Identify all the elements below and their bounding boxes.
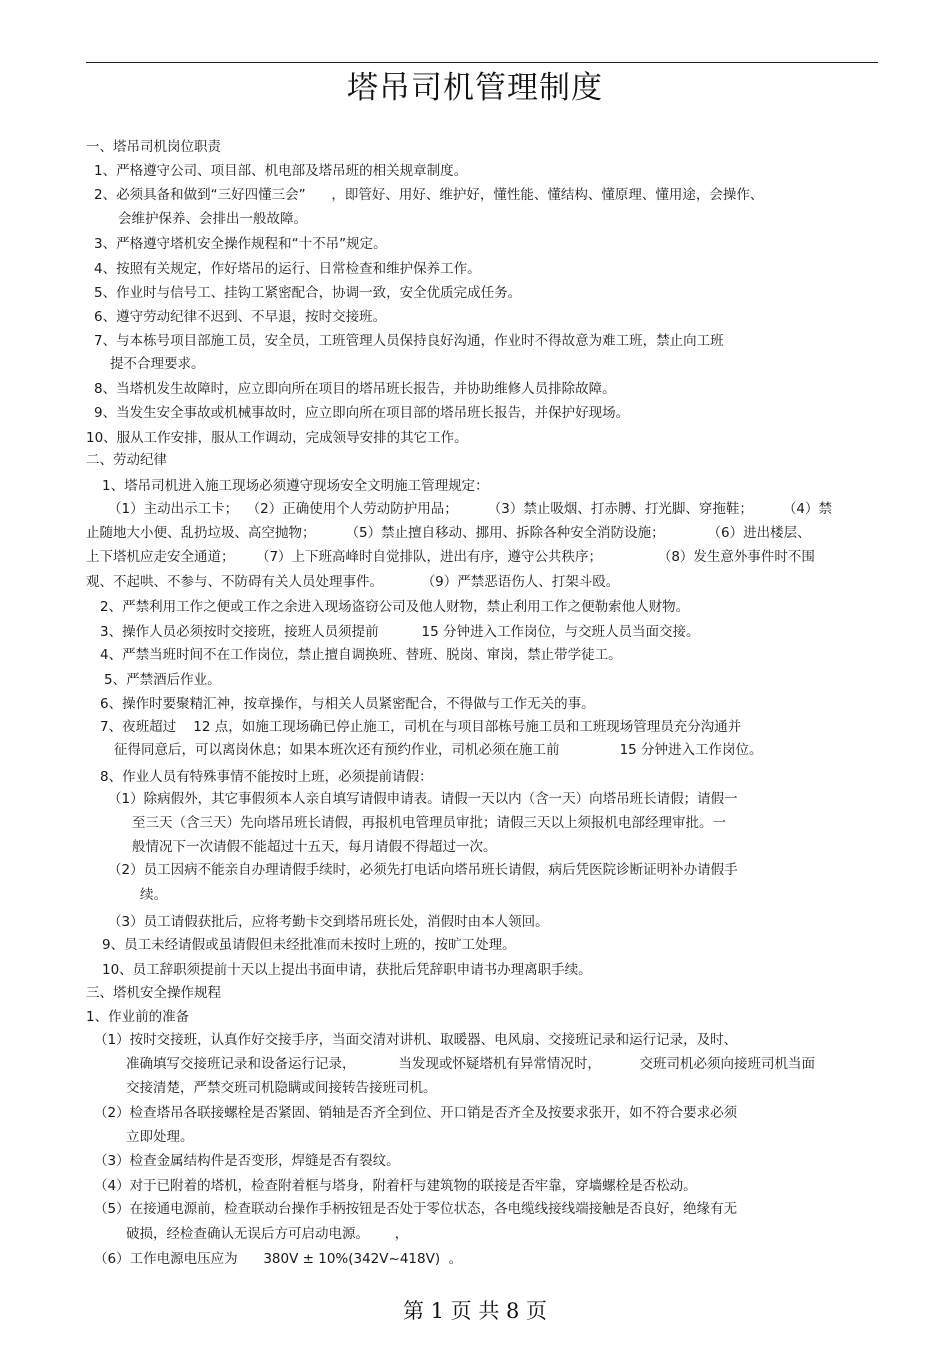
text-line: 7、与本栋号项目部施工员，安全员，工班管理人员保持良好沟通，作业时不得故意为难工班，禁止向工班 <box>94 333 724 349</box>
text-line: （4）对于已附着的塔机，检查附着框与塔身，附着杆与建筑物的联接是否牢靠，穿墙螺栓是否松动。 <box>94 1178 697 1194</box>
text-line: 至三天（含三天）先向塔吊班长请假，再报机电管理员审批；请假三天以上须报机电部经理审批。一 <box>132 815 726 831</box>
text-line: （3）员工请假获批后，应将考勤卡交到塔吊班长处，消假时由本人领回。 <box>108 914 549 930</box>
text-line: 4、严禁当班时间不在工作岗位，禁止擅自调换班、替班、脱岗、窜岗，禁止带学徒工。 <box>100 647 622 663</box>
text-line: 6、操作时要聚精汇神，按章操作，与相关人员紧密配合，不得做与工作无关的事。 <box>100 696 595 712</box>
text-line: 般情况下一次请假不能超过十五天，每月请假不得超过一次。 <box>132 839 497 855</box>
text-line: 立即处理。 <box>126 1129 194 1145</box>
header-rule <box>86 62 878 63</box>
section-heading: 二、劳动纪律 <box>86 452 167 468</box>
text-line: （2）员工因病不能亲自办理请假手续时，必须先打电话向塔吊班长请假，病后凭医院诊断证明补办请假手 <box>108 862 738 878</box>
section-heading: 三、塔机安全操作规程 <box>86 985 221 1001</box>
text-line: 9、员工未经请假或虽请假但未经批准而未按时上班的，按旷工处理。 <box>102 937 516 953</box>
text-line: 1、作业前的准备 <box>86 1009 190 1025</box>
text-line: 4、按照有关规定，作好塔吊的运行、日常检查和维护保养工作。 <box>94 261 481 277</box>
text-line: 上下塔机应走安全通道； （7）上下班高峰时自觉排队，进出有序，遵守公共秩序； （8）发生意外事件时不围 <box>86 549 815 565</box>
text-line: （5）在接通电源前，检查联动台操作手柄按钮是否处于零位状态，各电缆线接线端接触是否良好，绝缘有无 <box>94 1201 738 1217</box>
text-line: 2、必须具备和做到“三好四懂三会” ，即管好、用好、维护好，懂性能、懂结构、懂原理、懂用途，会操作、 <box>94 187 764 203</box>
text-line: 8、当塔机发生故障时，应立即向所在项目的塔吊班长报告，并协助维修人员排除故障。 <box>94 381 616 397</box>
text-line: （3）检查金属结构件是否变形，焊缝是否有裂纹。 <box>94 1153 400 1169</box>
text-line: 9、当发生安全事故或机械事故时，应立即向所在项目部的塔吊班长报告，并保护好现场。 <box>94 405 630 421</box>
text-line: 1、塔吊司机进入施工现场必须遵守现场安全文明施工管理规定： <box>102 478 489 494</box>
text-line: 观、不起哄、不参与、不防碍有关人员处理事件。 （9）严禁恶语伤人、打架斗殴。 <box>86 574 620 590</box>
text-line: 会维护保养、会排出一般故障。 <box>118 211 307 227</box>
text-line: （1）主动出示工卡； （2）正确使用个人劳动防护用品； （3）禁止吸烟、打赤膊、打光脚、穿拖鞋； （4）禁 <box>108 501 833 517</box>
text-line: 征得同意后，可以离岗休息；如果本班次还有预约作业，司机必须在施工前 15 分钟进入工作岗位。 <box>114 742 763 758</box>
text-line: 10、员工辞职须提前十天以上提出书面申请，获批后凭辞职申请书办理离职手续。 <box>102 962 592 978</box>
text-line: 8、作业人员有特殊事情不能按时上班，必须提前请假： <box>100 769 433 785</box>
text-line: 交接清楚，严禁交班司机隐瞒或间接转告接班司机。 <box>126 1080 437 1096</box>
text-line: （1）除病假外，其它事假须本人亲自填写请假申请表。请假一天以内（含一天）向塔吊班长请假；请假一 <box>108 791 738 807</box>
page-footer: 第 1 页 共 8 页 <box>402 1299 548 1323</box>
text-line: 破损，经检查确认无误后方可启动电源。 ， <box>126 1226 409 1242</box>
text-line: （2）检查塔吊各联接螺栓是否紧固、销轴是否齐全到位、开口销是否齐全及按要求张开，如不符合要求必须 <box>94 1105 738 1121</box>
text-line: 5、作业时与信号工、挂钩工紧密配合，协调一致，安全优质完成任务。 <box>94 285 522 301</box>
text-line: 止随地大小便、乱扔垃圾、高空抛物； （5）禁止擅自移动、挪用、拆除各种安全消防设施； （6）进出楼层、 <box>86 525 811 541</box>
text-line: 2、严禁利用工作之便或工作之余进入现场盗窃公司及他人财物，禁止利用工作之便勒索他人财物。 <box>100 599 690 615</box>
text-line: 提不合理要求。 <box>110 356 205 372</box>
text-line: 10、服从工作安排，服从工作调动，完成领导安排的其它工作。 <box>86 430 468 446</box>
text-line: 7、夜班超过 12 点，如施工现场确已停止施工，司机在与项目部栋号施工员和工班现场管理员充分沟通并 <box>100 719 742 735</box>
text-line: 5、严禁酒后作业。 <box>104 672 221 688</box>
document-title: 塔吊司机管理制度 <box>347 70 603 106</box>
text-line: 1、严格遵守公司、项目部、机电部及塔吊班的相关规章制度。 <box>94 163 468 179</box>
text-line: 3、操作人员必须按时交接班，接班人员须提前 15 分钟进入工作岗位，与交班人员当面交接。 <box>100 624 700 640</box>
text-line: 3、严格遵守塔机安全操作规程和“十不吊”规定。 <box>94 236 387 252</box>
section-heading: 一、塔吊司机岗位职责 <box>86 139 221 155</box>
text-line: 续。 <box>140 887 167 903</box>
text-line: （6）工作电源电压应为 380V ± 10%(342V~418V) 。 <box>94 1251 463 1267</box>
text-line: 6、遵守劳动纪律不迟到、不早退，按时交接班。 <box>94 309 387 325</box>
text-line: （1）按时交接班，认真作好交接手序，当面交清对讲机、取暖器、电风扇、交接班记录和运行记录，及时、 <box>94 1032 738 1048</box>
text-line: 准确填写交接班记录和设备运行记录， 当发现或怀疑塔机有异常情况时， 交班司机必须向接班司机当面 <box>126 1056 816 1072</box>
